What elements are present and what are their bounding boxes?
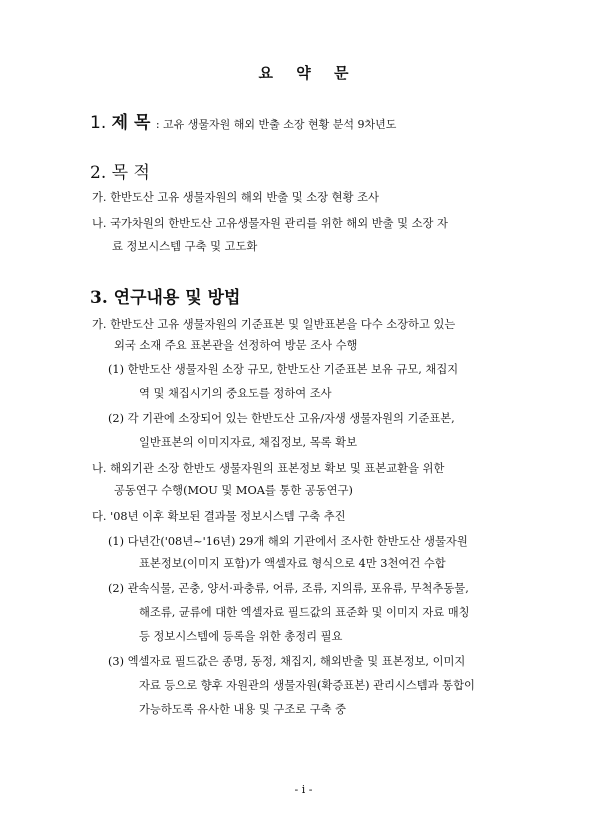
section-number: 1. — [90, 113, 107, 133]
method-line: (2) 관속식물, 곤충, 양서·파충류, 어류, 조류, 지의류, 포유류, 무척추동물, — [108, 582, 469, 595]
method-line: 다. '08년 이후 확보된 결과물 정보시스템 구축 추진 — [92, 510, 346, 523]
method-line: 가능하도록 유사한 내용 및 구조로 구축 중 — [139, 703, 347, 716]
section-label: 제 목 — [111, 113, 151, 133]
method-line: (3) 엑셀자료 필드값은 종명, 동정, 채집지, 해외반출 및 표본정보, 이미지 — [108, 655, 466, 668]
section-3-heading: 3. 연구내용 및 방법 — [90, 288, 241, 308]
method-line: 자료 등으로 향후 자원관의 생물자원(확증표본) 관리시스템과 통합이 — [139, 679, 475, 692]
page-number: - i - — [294, 783, 313, 796]
method-line: 외국 소재 주요 표본관을 선정하여 방문 조사 수행 — [114, 339, 358, 352]
section-2-heading: 2. 목 적 — [90, 163, 150, 183]
purpose-line: 가. 한반도산 고유 생물자원의 해외 반출 및 소장 현황 조사 — [92, 191, 379, 204]
method-line: (2) 각 기관에 소장되어 있는 한반도산 고유/자생 생물자원의 기준표본, — [108, 412, 455, 425]
method-line: 해조류, 균류에 대한 엑셀자료 필드값의 표준화 및 이미지 자료 매칭 — [139, 606, 470, 619]
method-line: 공동연구 수행(MOU 및 MOA를 통한 공동연구) — [114, 484, 353, 497]
method-line: 일반표본의 이미지자료, 채집정보, 목록 확보 — [139, 436, 357, 449]
page-title-char: 요 — [258, 64, 274, 82]
method-line: 가. 한반도산 고유 생물자원의 기준표본 및 일반표본을 다수 소장하고 있는 — [92, 318, 456, 331]
purpose-line: 나. 국가차원의 한반도산 고유생물자원 관리를 위한 해외 반출 및 소장 자 — [92, 217, 448, 230]
section-1-heading — [90, 108, 396, 133]
method-line: (1) 한반도산 생물자원 소장 규모, 한반도산 기준표본 보유 규모, 채집지 — [108, 363, 459, 376]
page-title-char: 약 — [296, 64, 311, 82]
method-line: 등 정보시스템에 등록을 위한 총정리 필요 — [139, 630, 343, 643]
page-title — [0, 62, 607, 83]
method-line: (1) 다년간('08년~'16년) 29개 해외 기관에서 조사한 한반도산 생물자원 — [108, 535, 468, 548]
method-line: 표본정보(이미지 포함)가 액셀자료 형식으로 4만 3천여건 수합 — [139, 557, 446, 570]
report-title-value: : 고유 생물자원 해외 반출 소장 현황 분석 9차년도 — [155, 118, 397, 131]
page-title-char: 문 — [333, 64, 349, 82]
method-line: 나. 해외기관 소장 한반도 생물자원의 표본정보 확보 및 표본교환을 위한 — [92, 462, 445, 475]
purpose-line: 료 정보시스템 구축 및 고도화 — [112, 240, 258, 253]
method-line: 역 및 채집시기의 중요도를 정하여 조사 — [139, 387, 332, 400]
